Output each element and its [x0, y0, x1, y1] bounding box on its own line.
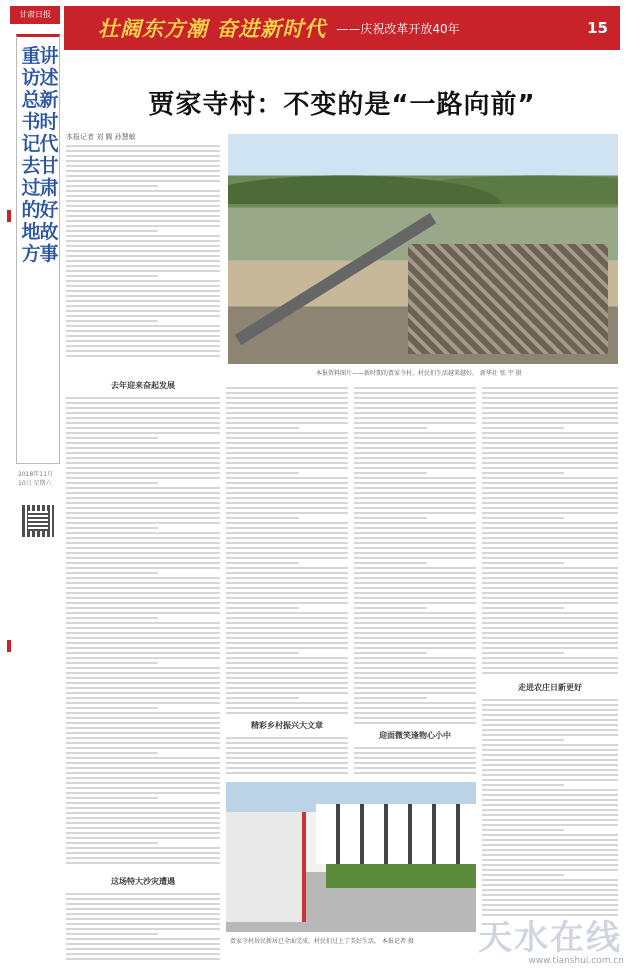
body-column-3 — [354, 384, 476, 724]
body-column-2b — [226, 734, 348, 778]
subhead-3: 迎面微笑逢物心小中 — [379, 731, 451, 740]
body-column-1b — [66, 890, 220, 960]
page-number: 15 — [587, 19, 608, 37]
subhead-2: 精彩乡村振兴大文章 — [251, 721, 323, 730]
page-edge-mark — [7, 640, 11, 652]
body-column-intro — [66, 142, 220, 357]
body-column-4b — [482, 696, 618, 916]
subhead-1: 去年迎来奋起发展 — [111, 381, 175, 390]
photo-caption-bottom: 贾家寺村居民新居已全面完成，村民们过上了美好生活。 本报记者 摄 — [230, 938, 414, 945]
body-column-2 — [226, 384, 348, 714]
section-banner — [64, 6, 620, 50]
photo-village-aerial — [228, 134, 618, 364]
body-column-3b — [354, 744, 476, 778]
body-column-4 — [482, 384, 618, 674]
watermark-url: www.tianshui.com.cn — [528, 956, 624, 966]
subhead-4: 这场特大沙灾遭遇 — [111, 877, 175, 886]
side-info-strip — [20, 680, 64, 920]
masthead-logo: 甘肃日报 — [10, 6, 60, 24]
site-watermark — [478, 920, 628, 966]
qr-code-icon[interactable] — [22, 505, 54, 537]
page-edge-mark — [7, 210, 11, 222]
photo-village-street — [226, 782, 476, 932]
watermark-logo: 天水在线 — [478, 918, 622, 958]
column-title-box — [16, 34, 60, 464]
article-headline: 贾家寺村：不变的是“一路向前” — [148, 90, 536, 120]
banner-slogan: 壮阔东方潮 奋进新时代 — [98, 16, 327, 41]
issue-date: 2018年11月10日 星期六 — [18, 471, 53, 487]
body-column-1 — [66, 394, 220, 864]
banner-subtitle: ——庆祝改革开放40年 — [336, 21, 460, 36]
byline: 本报记者 刘 腾 孙慧敏 — [66, 133, 136, 141]
subhead-5: 走进农庄日新更好 — [518, 683, 582, 692]
column-title-line-1: 重访总书记去过的地方 — [21, 45, 41, 265]
column-title-line-2: 讲述新时代甘肃好故事 — [39, 45, 59, 265]
photo-caption-top: 本报资料图片——新时期的贾家寺村，村民们生活越来越好。 新华社 张 宇 摄 — [316, 370, 522, 377]
